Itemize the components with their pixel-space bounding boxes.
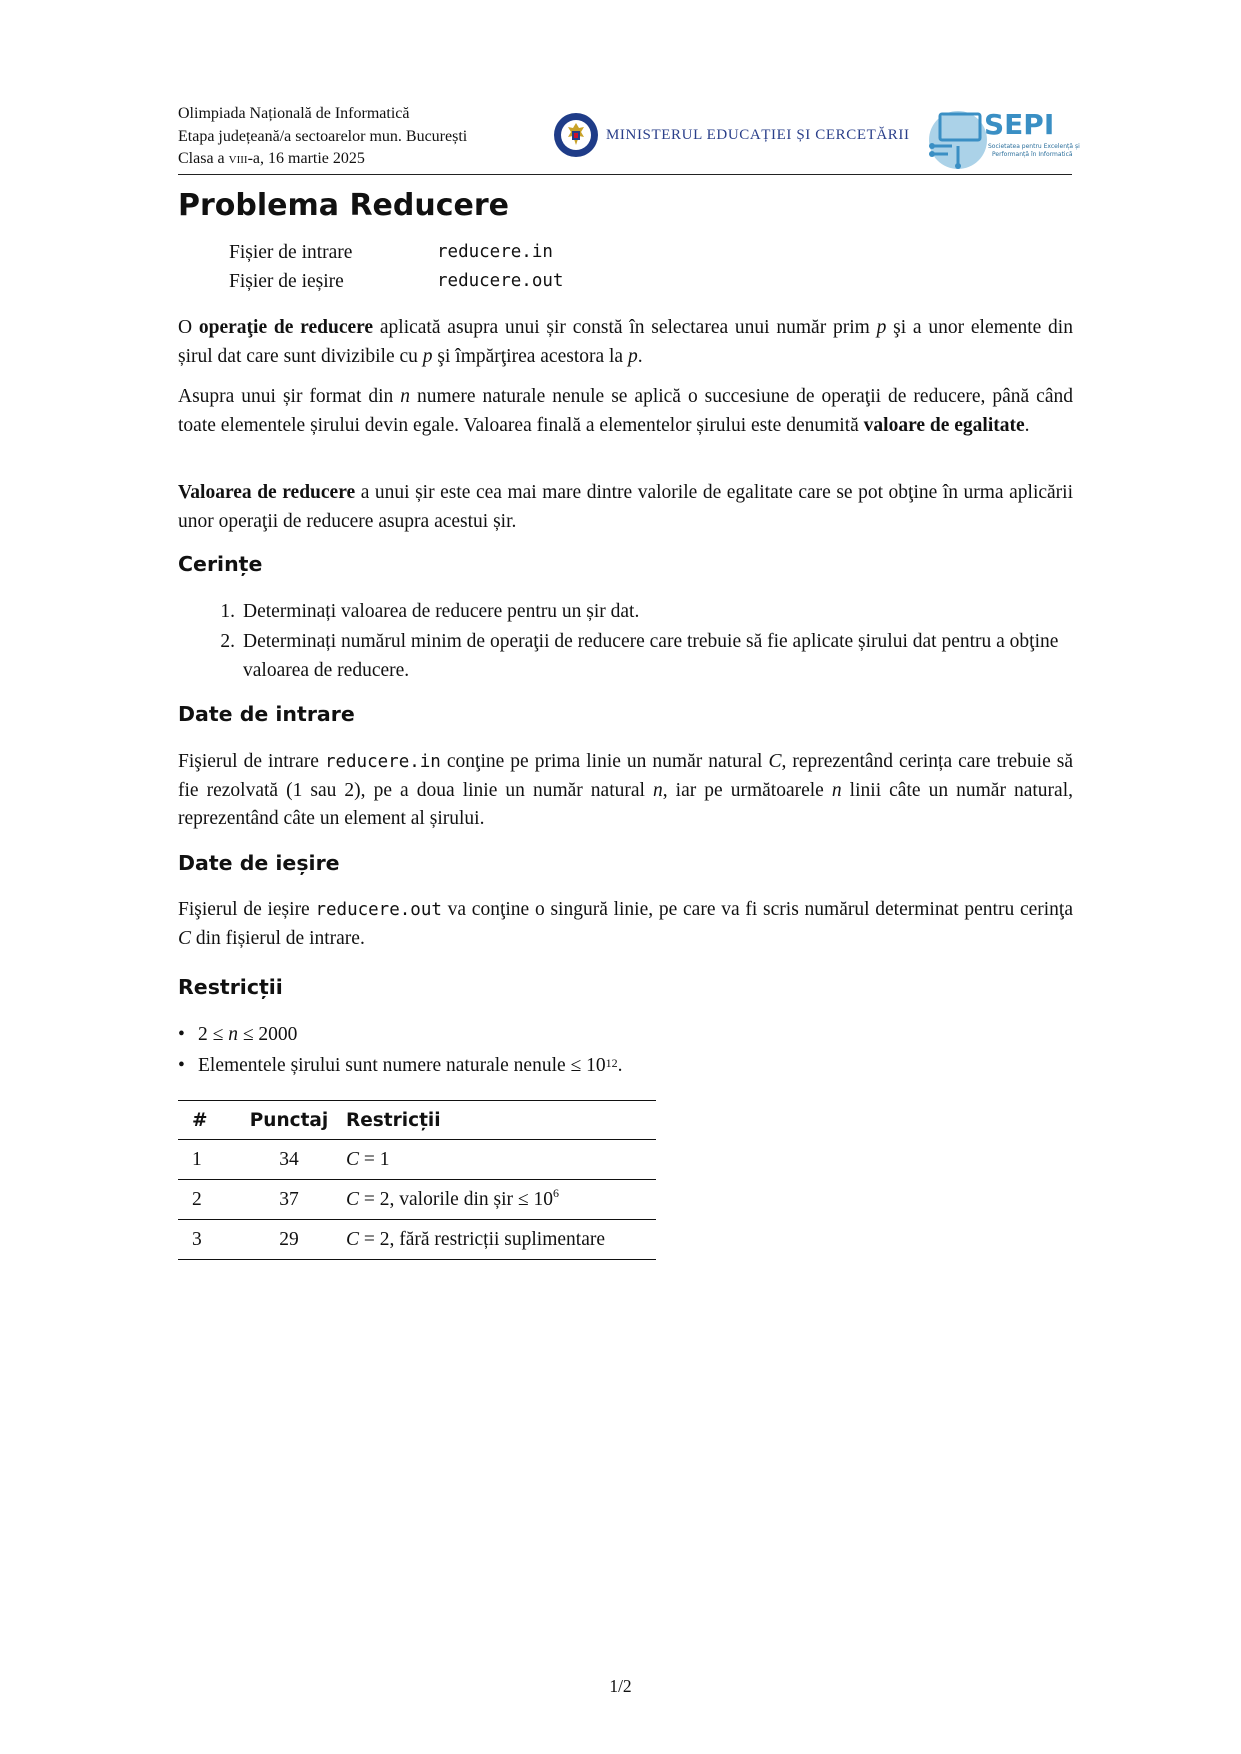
term-reduction-value: Valoarea de reducere	[178, 482, 356, 503]
var-p: p	[422, 345, 433, 367]
term-reduction-operation: operaţie de reducere	[198, 317, 374, 338]
cell-constraint	[334, 1180, 656, 1220]
text: Elementele șirului sunt numere naturale nenule ≤ 10	[198, 1054, 606, 1076]
cell-id: 1	[192, 1148, 202, 1170]
text: ≤ 2000	[237, 1024, 298, 1045]
cell-id: 3	[192, 1228, 202, 1250]
text: numere naturale nenule se aplică o succesiune de operaţii de reducere, până când toate elementele șirului devin egale. Valoarea finală a elementelor șirului este denumită	[178, 386, 1073, 436]
io-files	[229, 238, 563, 296]
score-table	[178, 1100, 656, 1260]
input-file-ref: reducere.in	[324, 752, 441, 772]
var-n: n	[831, 779, 842, 801]
constraint-n	[198, 1020, 297, 1051]
text: a unui șir este cea mai mare dintre valorile de egalitate care se pot obţine în urma aplicării unor operaţii de reducere asupra acestui șir.	[178, 482, 1073, 532]
sepi-logo-icon	[928, 106, 1080, 170]
list-item	[178, 1020, 1073, 1051]
input-file-row	[229, 238, 563, 267]
text: Fişierul de ieșire	[178, 899, 316, 920]
section-heading-constraints: Restricții	[178, 975, 283, 999]
text: linii câte un număr natural, reprezentând câte un element al șirului.	[178, 779, 1073, 829]
text: şi împărţirea acestora la	[432, 345, 628, 367]
class-roman: viii	[228, 150, 248, 167]
text: , iar pe următoarele	[662, 779, 832, 801]
text: .	[1024, 414, 1030, 436]
cell-constraint	[334, 1220, 656, 1260]
text: = 2, valorile din șir ≤ 10	[359, 1188, 553, 1210]
section-heading-requirements: Cerințe	[178, 552, 263, 576]
svg-text:Performanță în Informatică: Performanță în Informatică	[992, 151, 1073, 158]
var-c: C	[346, 1148, 360, 1170]
constraint-elements	[198, 1051, 623, 1082]
intro-paragraph-2	[178, 383, 1073, 440]
svg-text:Societatea pentru Excelență și: Societatea pentru Excelență și	[988, 143, 1080, 150]
input-file-label: Fișier de intrare	[229, 242, 353, 263]
var-p: p	[876, 317, 887, 338]
var-n: n	[653, 779, 663, 801]
var-p: p	[627, 345, 638, 367]
text: Fişierul de intrare	[178, 751, 325, 772]
table-row	[178, 1220, 656, 1260]
intro-paragraph-1	[178, 314, 1073, 371]
page-number: 1/2	[609, 1676, 632, 1696]
cell-id: 2	[192, 1188, 202, 1210]
text: , reprezentând cerința care trebuie să fie rezolvată (1 sau 2), pe a doua linie un număr natural	[178, 751, 1074, 801]
var-n: n	[228, 1024, 238, 1045]
intro-paragraph-3	[178, 479, 1073, 536]
text: va conţine o singură linie, pe care va fi scris numărul determinat pentru cerinţa	[441, 899, 1074, 920]
section-heading-input: Date de intrare	[178, 702, 355, 726]
text: conţine pe prima linie un număr natural	[440, 751, 769, 772]
list-item	[178, 1051, 1073, 1082]
var-n: n	[400, 386, 411, 407]
col-header-constraints: Restricții	[346, 1109, 441, 1131]
list-text: Determinați valoarea de reducere pentru un șir dat.	[243, 601, 640, 622]
text: aplicată asupra unui șir constă în selectarea unui număr prim	[373, 317, 877, 338]
requirements-list	[178, 597, 1073, 686]
col-header-score: Punctaj	[249, 1109, 329, 1131]
sepi-logo-text: SEPI	[984, 108, 1055, 141]
text: = 1	[359, 1148, 390, 1170]
input-description	[178, 748, 1073, 834]
var-c: C	[346, 1228, 360, 1250]
text: = 2, fără restricții suplimentare	[359, 1228, 606, 1250]
cell-score: 29	[279, 1228, 299, 1250]
list-item	[178, 597, 1073, 627]
col-header-number: #	[192, 1109, 208, 1131]
section-heading-output: Date de ieșire	[178, 851, 340, 875]
bullet-icon: •	[178, 1054, 185, 1076]
government-seal-icon	[553, 112, 599, 158]
output-file-row	[229, 267, 563, 296]
output-file-ref: reducere.out	[315, 900, 442, 920]
header-line-class	[178, 148, 467, 171]
list-number: 2.	[220, 630, 235, 652]
var-c: C	[346, 1188, 360, 1210]
list-number: 1.	[220, 601, 235, 622]
header-line-olympiad: Olimpiada Națională de Informatică	[178, 105, 410, 122]
text: 2 ≤	[198, 1024, 229, 1045]
class-date: -a, 16 martie 2025	[247, 150, 365, 167]
exponent: 12	[605, 1055, 618, 1070]
exponent: 6	[552, 1185, 559, 1200]
table-header-row	[178, 1101, 656, 1140]
problem-title: Problema Reducere	[178, 188, 509, 223]
output-file-label: Fișier de ieșire	[229, 271, 344, 292]
text: din fișierul de intrare.	[191, 927, 365, 949]
cell-score: 34	[279, 1148, 299, 1170]
header-info	[178, 103, 467, 171]
table-row	[178, 1180, 656, 1220]
constraints-list	[178, 1020, 1073, 1081]
cell-constraint	[334, 1140, 656, 1180]
term-equality-value: valoare de egalitate	[863, 414, 1025, 436]
text: O	[178, 317, 199, 338]
output-description	[178, 896, 1073, 953]
class-prefix: Clasa a	[178, 150, 229, 167]
bullet-icon: •	[178, 1024, 185, 1045]
cell-score: 37	[279, 1188, 299, 1210]
list-text: Determinați numărul minim de operaţii de reducere care trebuie să fie aplicate șirului dat pentru a obţine valoarea de reducere.	[243, 630, 1059, 681]
text: .	[617, 1054, 623, 1076]
table-row	[178, 1140, 656, 1180]
list-item	[178, 627, 1073, 686]
text: .	[637, 345, 643, 367]
text: şi a unor elemente din șirul dat care sunt divizibile cu	[178, 317, 1073, 367]
var-c: C	[768, 751, 782, 772]
input-file-name: reducere.in	[437, 242, 553, 262]
ministry-name: MINISTERUL EDUCAȚIEI ȘI CERCETĂRII	[606, 127, 910, 143]
var-c: C	[178, 927, 192, 949]
header-divider	[178, 174, 1072, 175]
output-file-name: reducere.out	[437, 271, 564, 291]
text: Asupra unui șir format din	[178, 386, 401, 407]
header-line-stage: Etapa județeană/a sectoarelor mun. București	[178, 127, 468, 145]
